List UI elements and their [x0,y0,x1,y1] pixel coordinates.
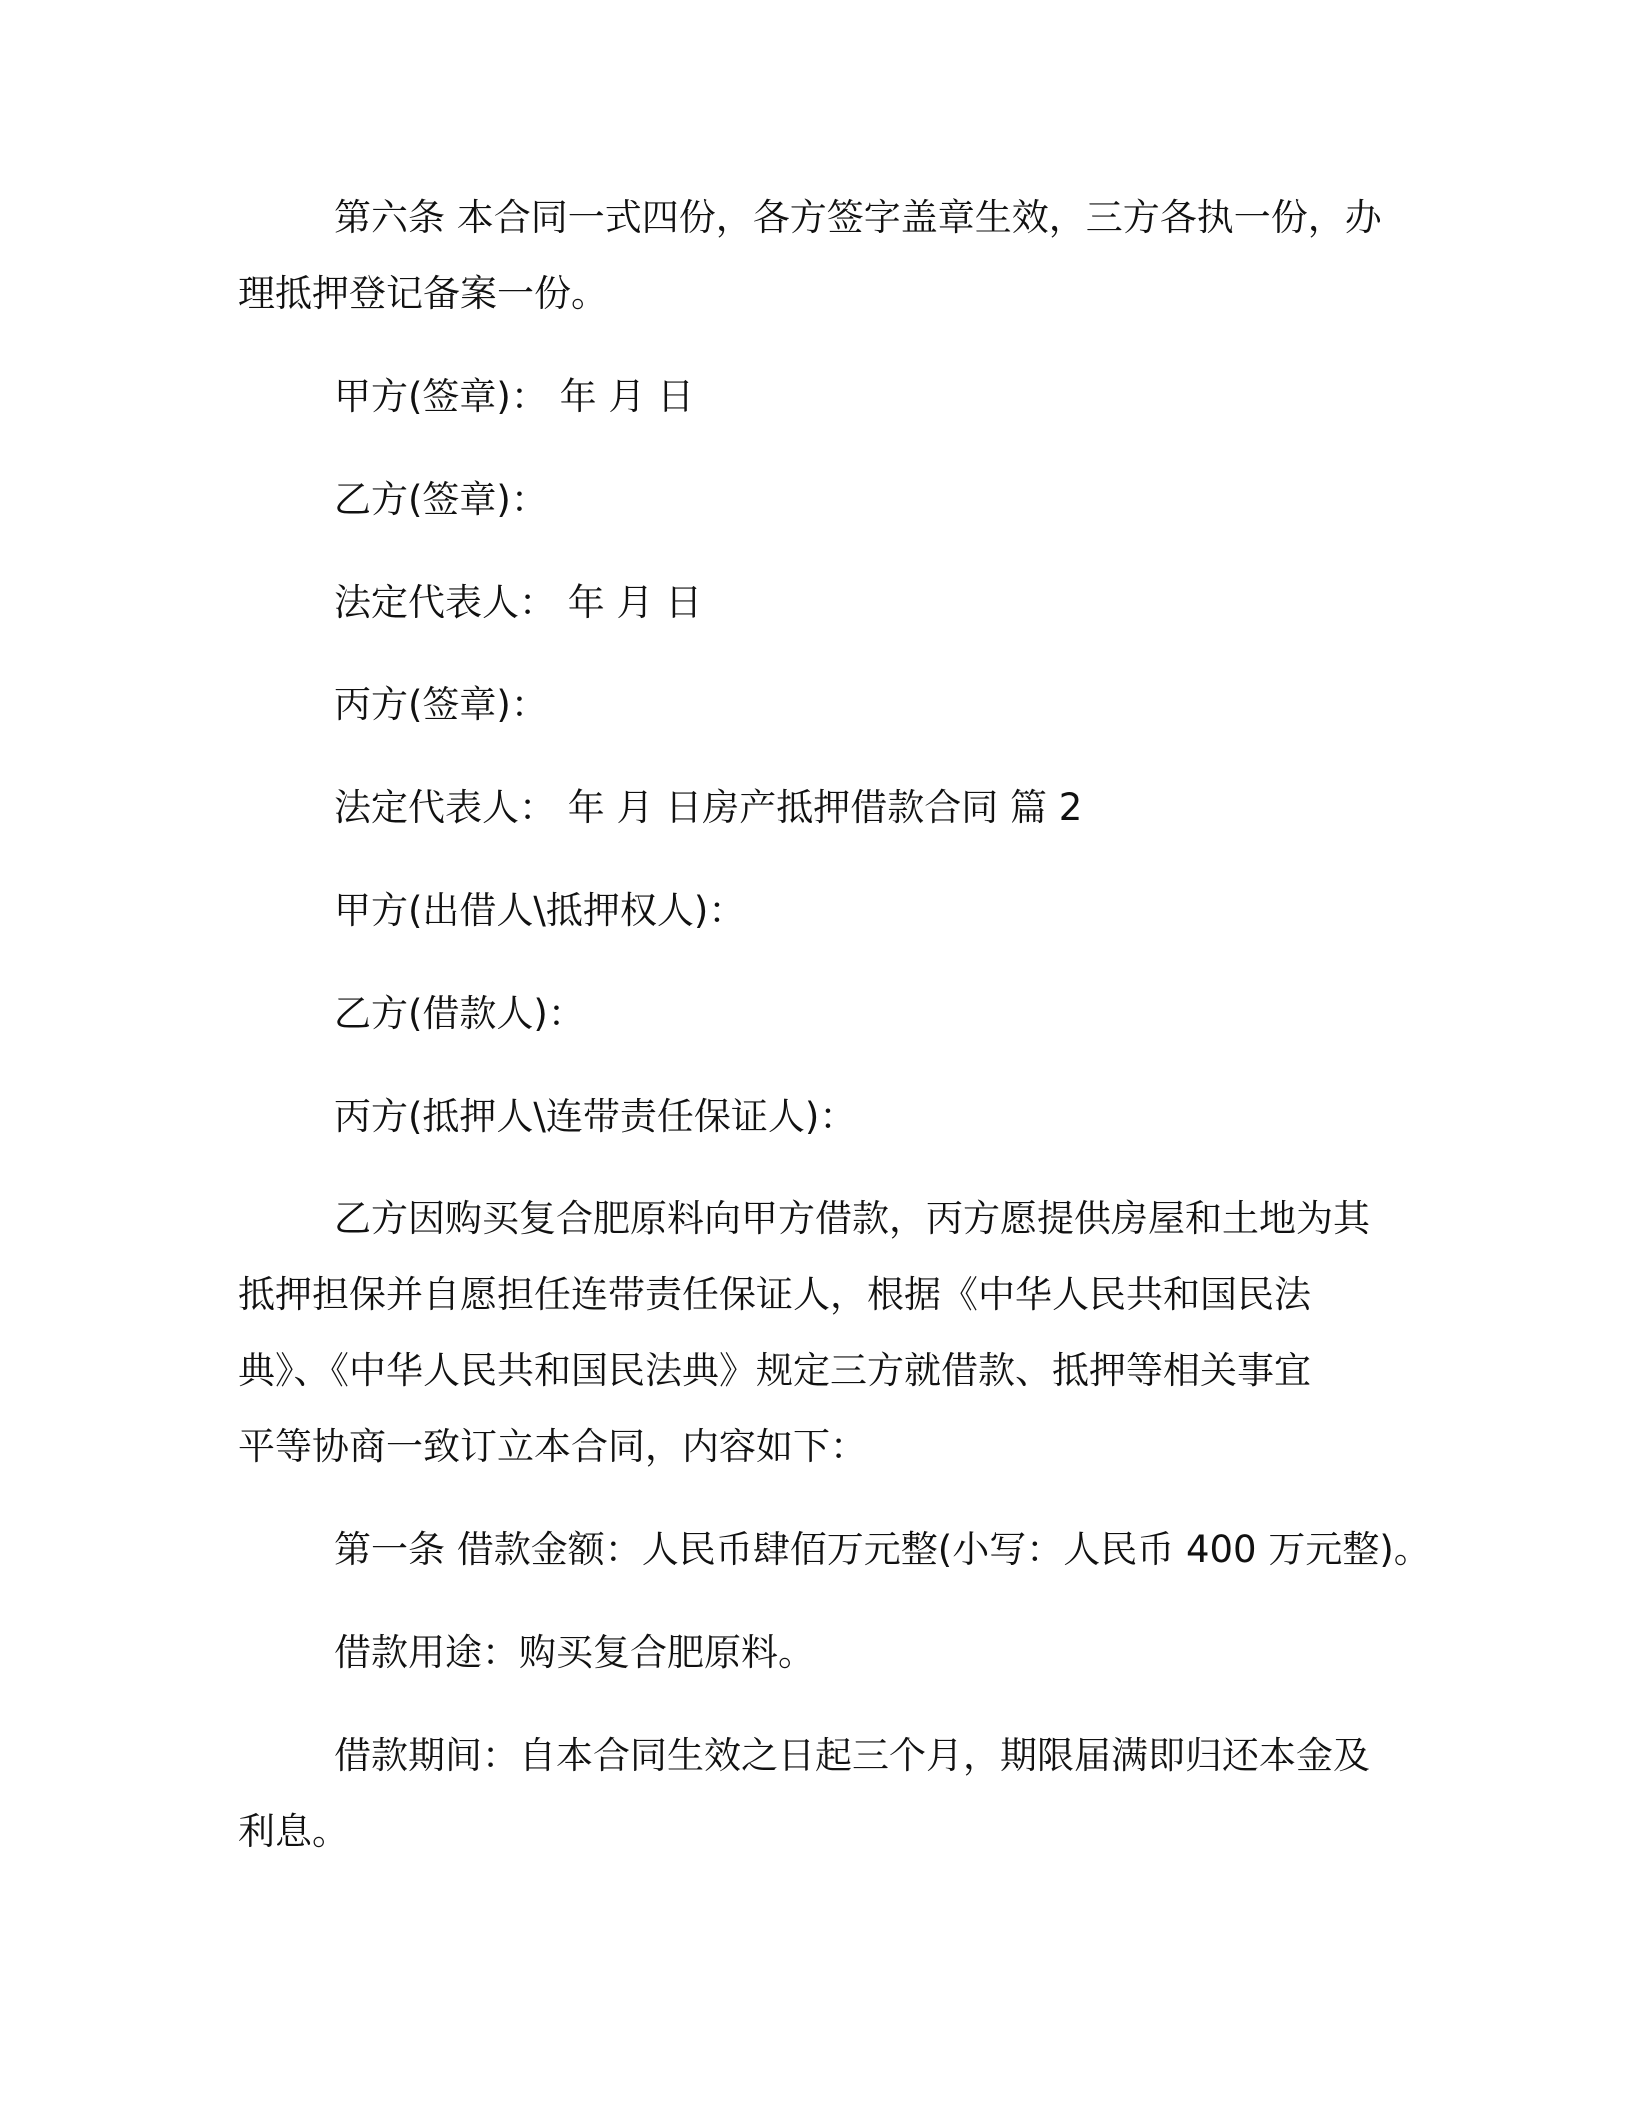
loan-purpose-line: 借款用途：购买复合肥原料。 [334,1631,815,1674]
party-b-signature-line: 乙方(签章)： [334,478,548,521]
party-a-signature-line: 甲方(签章)： 年 月 日 [334,375,695,418]
preamble-line-1: 乙方因购买复合肥原料向甲方借款，丙方愿提供房屋和土地为其 [334,1197,1370,1240]
preamble-line-4: 平等协商一致订立本合同，内容如下： [238,1425,867,1468]
loan-period-line-1: 借款期间：自本合同生效之日起三个月，期限届满即归还本金及 [334,1734,1370,1777]
clause-6-line-2: 理抵押登记备案一份。 [238,272,608,315]
clause-6-line-1: 第六条 本合同一式四份，各方签字盖章生效，三方各执一份，办 [334,196,1382,239]
preamble-line-3: 典》、《中华人民共和国民法典》规定三方就借款、抵押等相关事宜 [238,1349,1311,1392]
party-c-signature-line: 丙方(签章)： [334,683,548,726]
contract-title-line: 法定代表人： 年 月 日房产抵押借款合同 篇 2 [334,786,1083,829]
loan-period-line-2: 利息。 [238,1810,349,1853]
legal-representative-line: 法定代表人： 年 月 日 [334,581,703,624]
party-a-lender-line: 甲方(出借人\抵押权人)： [334,889,746,932]
party-c-guarantor-line: 丙方(抵押人\连带责任保证人)： [334,1095,857,1138]
preamble-line-2: 抵押担保并自愿担任连带责任保证人，根据《中华人民共和国民法 [238,1273,1311,1316]
loan-amount-line: 第一条 借款金额：人民币肆佰万元整(小写：人民币 400 万元整)。 [334,1528,1431,1571]
party-b-borrower-line: 乙方(借款人)： [334,992,585,1035]
